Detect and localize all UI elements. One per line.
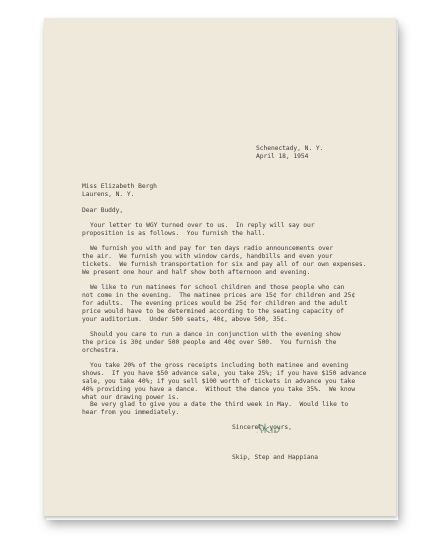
paragraph-line: We present one hour and half show both afternoon and evening. bbox=[82, 269, 311, 276]
paragraph-line: the air. We furnish you with window cards, handbills and even your bbox=[82, 253, 333, 260]
paragraph-line: your auditorium. Under 500 seats, 40¢, above 500, 35¢. bbox=[82, 316, 288, 323]
paragraph-line: tickets. We furnish transportation for six and pay all of our own expenses. bbox=[82, 261, 367, 268]
recipient-name: Miss Elizabeth Bergh bbox=[82, 183, 157, 190]
paragraph-line: shows. If you have $50 advance sale, you take 25%; if you have $150 advance bbox=[82, 370, 367, 377]
letter-date: April 18, 1954 bbox=[256, 153, 309, 160]
paragraph-line: We furnish you with and pay for ten days radio announcements over bbox=[90, 245, 334, 252]
paragraph-line: price would have to be determined according to the seating capacity of bbox=[82, 308, 344, 315]
recipient-address: Laurens, N. Y. bbox=[82, 191, 135, 198]
paragraph-line: Be very glad to give you a date the third week in May. Would like to bbox=[90, 401, 349, 408]
closing: Sincerely yours, bbox=[232, 424, 292, 431]
paragraph-line: not come in the evening. The matinee prices are 15¢ for children and 25¢ bbox=[82, 292, 356, 299]
paragraph-line: orchestra. bbox=[82, 347, 120, 354]
paragraph-line: Your letter to WGY turned over to us. In reply will say our bbox=[90, 222, 315, 229]
paragraph-line: for adults. The evening prices would be 25¢ for children and the adult bbox=[82, 300, 348, 307]
handwritten-signature bbox=[255, 411, 287, 433]
paragraph-line: the price is 30¢ under 500 people and 40¢ over 500. You furnish the bbox=[82, 339, 337, 346]
paragraph-line: sale, you take 40%; if you sell $100 worth of tickets in advance you take bbox=[82, 378, 356, 385]
sender-name: Skip, Step and Happiana bbox=[232, 454, 319, 461]
paragraph-line: what our drawing power is. bbox=[82, 394, 180, 401]
salutation: Dear Buddy, bbox=[82, 207, 124, 214]
paragraph-line: 40% providing you have a dance. Without the dance you take 35%. We know bbox=[82, 386, 356, 393]
paragraph-line: You take 20% of the gross receipts including both matinee and evening bbox=[90, 362, 349, 369]
paragraph-line: We like to run matinees for school children and those people who can bbox=[90, 284, 345, 291]
paragraph-line: hear from you immediately. bbox=[82, 409, 180, 416]
paragraph-line: proposition is as follows. You furnish the hall. bbox=[82, 230, 266, 237]
paragraph-line: Should you care to run a dance in conjunction with the evening show bbox=[90, 331, 341, 338]
letter-location: Schenectady, N. Y. bbox=[256, 145, 324, 152]
